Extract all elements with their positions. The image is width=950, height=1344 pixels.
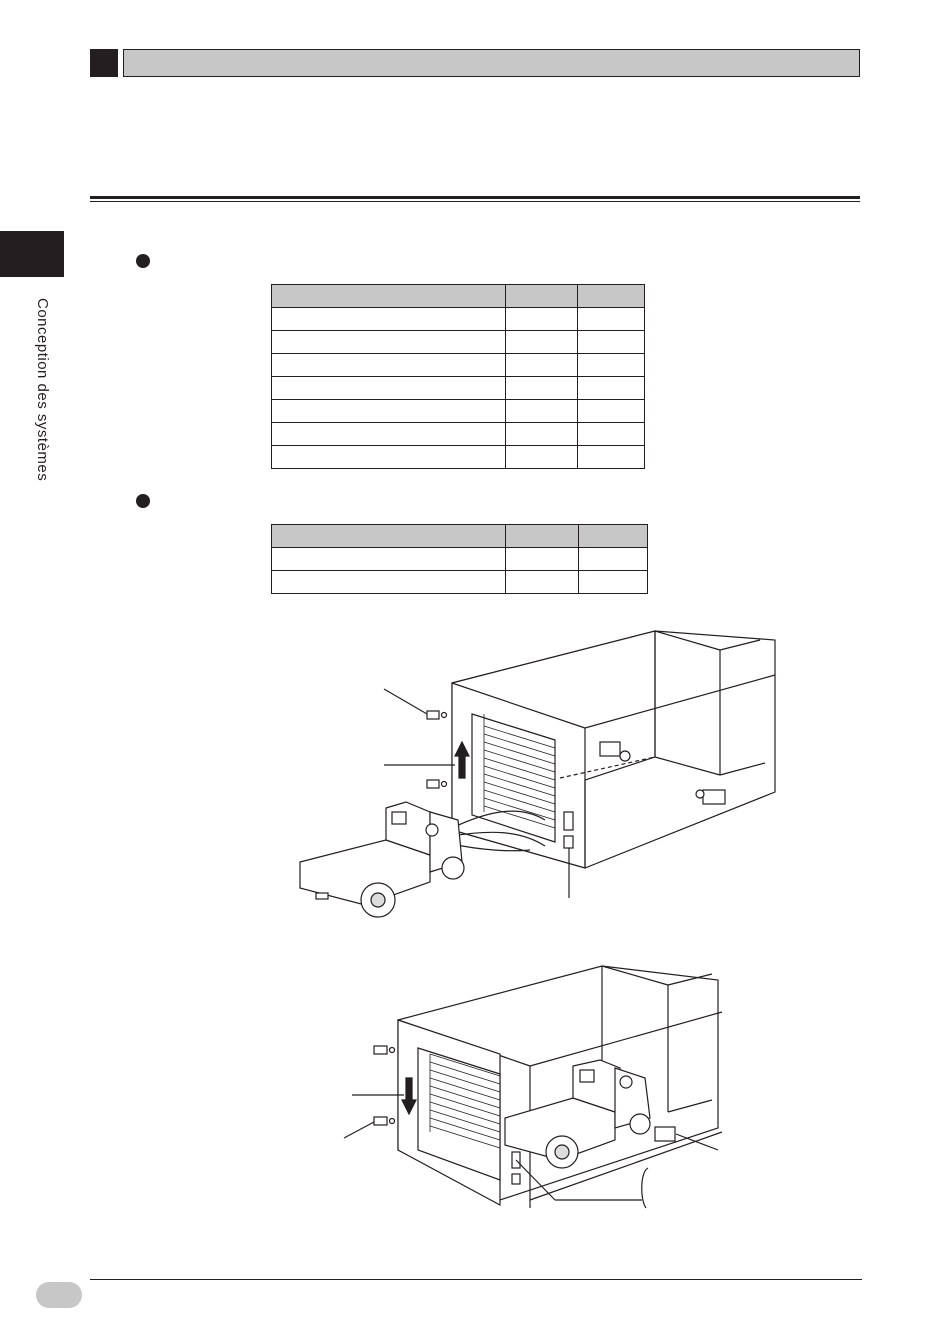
footer-rule: [90, 1279, 862, 1280]
page-number-badge: [36, 1282, 82, 1308]
chapter-label: Conception des systèmes: [34, 298, 51, 482]
